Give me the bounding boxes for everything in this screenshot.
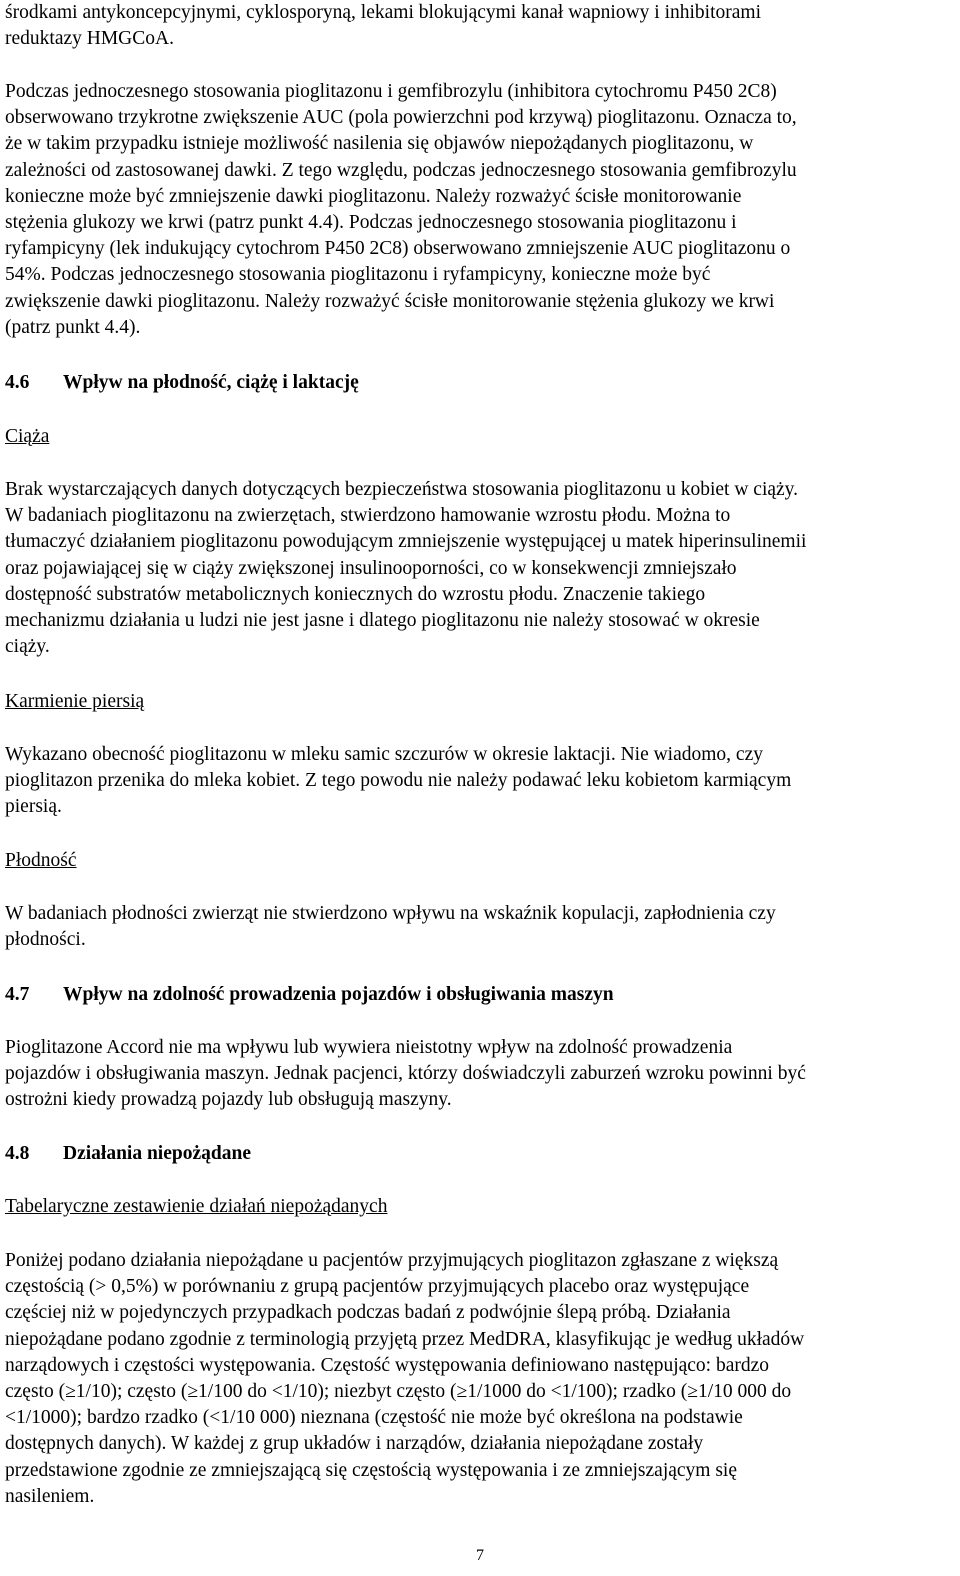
section-title: Wpływ na zdolność prowadzenia pojazdów i obsługiwania maszyn — [63, 984, 614, 1005]
text-line: obserwowano trzykrotne zwiększenie AUC (pola powierzchni pod krzywą) pioglitazonu. Oznacza to, — [5, 107, 797, 129]
section-number: 4.7 — [5, 984, 30, 1005]
interaction-paragraph — [5, 79, 953, 341]
intro-paragraph — [5, 0, 761, 52]
text-line: stężenia glukozy we krwi (patrz punkt 4.4). Podczas jednoczesnego stosowania pioglitazonu i — [5, 212, 737, 234]
fertility-heading: Płodność — [5, 850, 77, 871]
section-4-6-heading — [5, 370, 359, 396]
text-line: Podczas jednoczesnego stosowania pioglitazonu i gemfibrozylu (inhibitora cytochromu P450 2C8) — [5, 81, 777, 102]
breastfeeding-paragraph — [5, 742, 953, 821]
text-line: że w takim przypadku istnieje możliwość nasilenia się objawów niepożądanych pioglitazonu, w — [5, 133, 754, 155]
section-4-8-heading — [5, 1141, 251, 1167]
section-number: 4.6 — [5, 372, 30, 393]
breastfeeding-heading: Karmienie piersią — [5, 691, 145, 712]
text-line: 54%. Podczas jednoczesnego stosowania pioglitazonu i ryfampicyny, konieczne może być — [5, 264, 711, 286]
text-line: piersią. — [5, 796, 62, 818]
text-line: ryfampicyny (lek indukujący cytochrom P450 2C8) obserwowano zmniejszenie AUC pioglitazonu o — [5, 238, 791, 260]
adverse-paragraph — [5, 1248, 953, 1510]
text-line: częściej niż w pojedynczych przypadkach podczas badań z podwójnie ślepą próbą. Działania — [5, 1302, 731, 1324]
fertility-paragraph — [5, 901, 953, 953]
text-line: (patrz punkt 4.4). — [5, 316, 141, 338]
text-line: <1/1000); bardzo rzadko (<1/10 000) nieznana (częstość nie może być określona na podstawie — [5, 1407, 743, 1429]
text-line: narządowych i częstości występowania. Częstość występowania definiowano następująco: bardzo — [5, 1354, 770, 1376]
text-line: reduktazy HMGCoA. — [5, 28, 174, 50]
text-line: środkami antykoncepcyjnymi, cyklosporyną, lekami blokującymi kanał wapniowy i inhibitorami — [5, 2, 762, 23]
pregnancy-heading: Ciąża — [5, 426, 50, 447]
text-line: W badaniach płodności zwierząt nie stwierdzono wpływu na wskaźnik kopulacji, zapłodnienia czy — [5, 903, 776, 924]
text-line: zwiększenie dawki pioglitazonu. Należy rozważyć ścisłe monitorowanie stężenia glukozy we krwi — [5, 290, 775, 312]
text-line: Poniżej podano działania niepożądane u pacjentów przyjmujących pioglitazon zgłaszane z większą — [5, 1250, 779, 1271]
section-title: Działania niepożądane — [63, 1143, 251, 1164]
pregnancy-paragraph — [5, 477, 953, 660]
text-line: konieczne może być zmniejszenie dawki pioglitazonu. Należy rozważyć ścisłe monitorowanie — [5, 185, 742, 207]
section-title: Wpływ na płodność, ciążę i laktację — [63, 372, 359, 393]
section-4-7-heading — [5, 982, 614, 1008]
text-line: zależności od zastosowanej dawki. Z tego względu, podczas jednoczesnego stosowania gemfibrozylu — [5, 159, 797, 181]
text-line: dostępność substratów metabolicznych koniecznych do wzrostu płodu. Znaczenie takiego — [5, 583, 706, 605]
text-line: tłumaczyć działaniem pioglitazonu powodującym zmniejszenie występującej u matek hiperinsulinemii — [5, 531, 807, 553]
text-line: nasileniem. — [5, 1485, 95, 1507]
text-line: pojazdów i obsługiwania maszyn. Jednak pacjenci, którzy doświadczyli zaburzeń wzroku powinni być — [5, 1063, 806, 1085]
text-line: Pioglitazone Accord nie ma wpływu lub wywiera nieistotny wpływ na zdolność prowadzenia — [5, 1037, 733, 1058]
page-number: 7 — [476, 1547, 484, 1564]
text-line: dostępnych danych). W każdej z grup układów i narządów, działania niepożądane zostały — [5, 1433, 704, 1455]
text-line: oraz pojawiającej się w ciąży zwiększonej insulinooporności, co w konsekwencji zmniejszało — [5, 557, 737, 579]
text-line: pioglitazon przenika do mleka kobiet. Z tego powodu nie należy podawać leku kobietom karmiącym — [5, 770, 792, 792]
text-line: przedstawione zgodnie ze zmniejszającą się częstością występowania i ze zmniejszającym się — [5, 1459, 738, 1481]
text-line: Brak wystarczających danych dotyczących bezpieczeństwa stosowania pioglitazonu u kobiet w ciąży. — [5, 479, 799, 500]
text-line: Wykazano obecność pioglitazonu w mleku samic szczurów w okresie laktacji. Nie wiadomo, czy — [5, 744, 763, 765]
text-line: mechanizmu działania u ludzi nie jest jasne i dlatego pioglitazonu nie należy stosować w okresie — [5, 610, 760, 632]
text-line: płodności. — [5, 929, 86, 951]
text-line: częstością (> 0,5%) w porównaniu z grupą pacjentów przyjmujących placebo oraz występujące — [5, 1276, 750, 1298]
text-line: niepożądane podano zgodnie z terminologią przyjętą przez MedDRA, klasyfikując je według układów — [5, 1328, 805, 1350]
text-line: ostrożni kiedy prowadzą pojazdy lub obsługują maszyny. — [5, 1089, 452, 1111]
text-line: W badaniach pioglitazonu na zwierzętach, stwierdzono hamowanie wzrostu płodu. Można to — [5, 505, 731, 527]
driving-paragraph — [5, 1035, 953, 1114]
adverse-table-heading: Tabelaryczne zestawienie działań niepożądanych — [5, 1196, 388, 1217]
text-line: często (≥1/10); często (≥1/100 do <1/10); niezbyt często (≥1/1000 do <1/100); rzadko (≥1/10 000 do — [5, 1381, 792, 1403]
text-line: ciąży. — [5, 636, 50, 658]
section-number: 4.8 — [5, 1143, 30, 1164]
